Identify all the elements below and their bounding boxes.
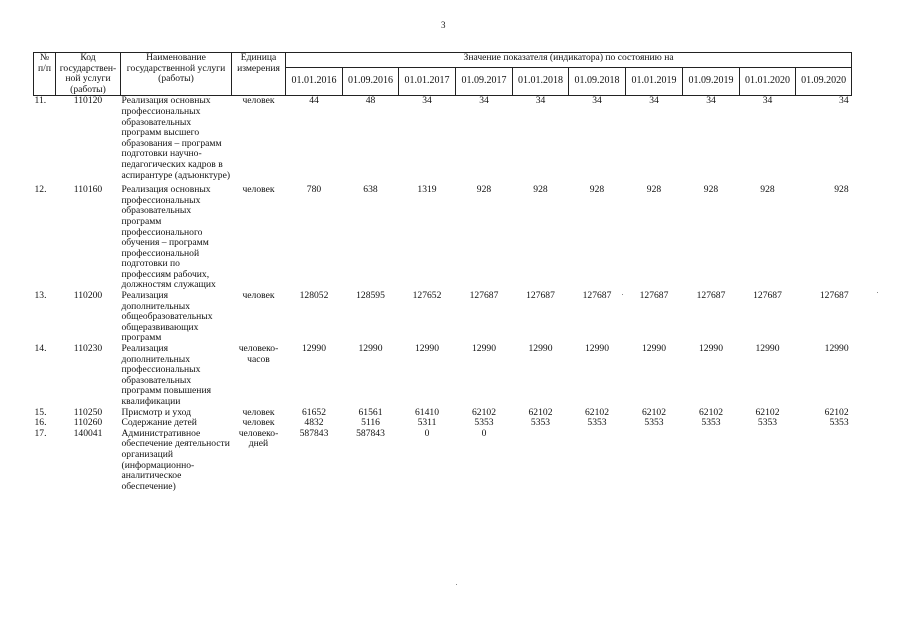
- scan-speck: [622, 294, 623, 295]
- value-cell: 1319: [417, 184, 437, 196]
- header-date: 01.09.2020: [796, 67, 852, 96]
- row-number: 15.: [34, 406, 47, 418]
- service-name: Административное обеспечение деятельности организаций (информационно-аналитическое обеспечение): [121, 427, 230, 492]
- value-cell: 34: [762, 95, 773, 107]
- value-cell: [569, 429, 626, 493]
- service-name: Содержание детей: [121, 417, 197, 429]
- value-cell: 127687: [639, 290, 669, 302]
- value-cell: [683, 429, 740, 493]
- value-cell: 62102: [755, 406, 780, 418]
- value-cell: [513, 429, 569, 493]
- value-cell: 12990: [755, 343, 780, 355]
- service-code: 140041: [73, 427, 103, 439]
- value-cell: 44: [309, 95, 319, 107]
- table-row: [34, 185, 852, 291]
- value-cell: 5353: [757, 417, 778, 429]
- header-date: 01.09.2017: [456, 67, 513, 96]
- value-cell: 48: [365, 95, 376, 107]
- service-name: Реализация дополнительных общеобразовательных общеразвивающих программ: [121, 290, 213, 344]
- value-cell: 127652: [412, 290, 442, 302]
- service-code: 110160: [73, 184, 103, 196]
- value-cell: 128595: [356, 290, 385, 302]
- unit-cell: человек: [242, 95, 275, 107]
- value-cell: 0: [424, 427, 430, 439]
- value-cell: 127687: [753, 290, 782, 302]
- value-cell: 928: [646, 184, 662, 196]
- value-cell: 62102: [585, 406, 609, 418]
- value-cell: 12990: [302, 343, 326, 355]
- value-cell: 12990: [824, 343, 849, 355]
- value-cell: 12990: [642, 343, 666, 355]
- value-cell: 928: [476, 184, 492, 196]
- value-cell: 5353: [587, 417, 607, 429]
- value-cell: 5353: [530, 417, 551, 429]
- service-code: 110260: [73, 417, 103, 429]
- value-cell: 12990: [358, 343, 383, 355]
- value-cell: 5311: [417, 417, 437, 429]
- row-number: 16.: [34, 417, 47, 429]
- value-cell: 587843: [356, 427, 385, 439]
- value-cell: 62102: [642, 406, 666, 418]
- unit-cell: человеко-часов: [238, 343, 279, 365]
- value-cell: 12990: [472, 343, 496, 355]
- page-number: 3: [441, 20, 446, 30]
- value-cell: 127687: [526, 290, 555, 302]
- value-cell: 4832: [304, 417, 324, 429]
- unit-cell: человек: [242, 406, 275, 418]
- value-cell: 128052: [299, 290, 329, 302]
- row-number: 14.: [34, 343, 47, 355]
- value-cell: 638: [363, 184, 378, 196]
- service-code: 110250: [73, 406, 103, 418]
- value-cell: 5116: [361, 417, 380, 429]
- value-cell: 5353: [644, 417, 664, 429]
- value-cell: 12990: [585, 343, 609, 355]
- service-code: 110230: [73, 343, 103, 355]
- value-cell: 587843: [299, 427, 329, 439]
- value-cell: 928: [834, 184, 849, 196]
- value-cell: 62102: [699, 406, 723, 418]
- header-date: 01.09.2018: [569, 67, 626, 96]
- header-code: Код государствен-ной услуги (работы): [56, 53, 121, 96]
- header-value-group: Значение показателя (индикатора) по состоянию на: [286, 53, 852, 68]
- value-cell: 12990: [415, 343, 439, 355]
- value-cell: 12990: [699, 343, 723, 355]
- header-num: № п/п: [34, 53, 56, 96]
- value-cell: 34: [706, 95, 716, 107]
- value-cell: 127687: [819, 290, 849, 302]
- value-cell: 62102: [824, 406, 849, 418]
- unit-cell: человеко-дней: [238, 427, 279, 450]
- service-name: Присмотр и уход: [121, 406, 192, 418]
- row-number: 12.: [34, 184, 47, 196]
- unit-cell: человек: [242, 290, 275, 302]
- value-cell: 34: [479, 95, 489, 107]
- service-name: Реализация дополнительных профессиональных образовательных программ повышения квалификации: [121, 343, 211, 407]
- indicator-table: [33, 52, 852, 492]
- service-name: Реализация основных профессиональных образовательных программ высшего образования – программ подготовки научно-педагогических кадров в аспирантуре (адъюнктуре): [121, 95, 231, 181]
- header-date: 01.01.2016: [286, 67, 343, 96]
- value-cell: 34: [422, 95, 432, 107]
- header-date: 01.01.2018: [513, 67, 569, 96]
- value-cell: [796, 429, 852, 493]
- header-date: 01.01.2020: [740, 67, 796, 96]
- value-cell: 0: [481, 427, 487, 439]
- header-date: 01.09.2016: [343, 67, 399, 96]
- row-number: 11.: [34, 95, 47, 107]
- value-cell: 34: [839, 95, 849, 107]
- row-number: 17.: [34, 427, 47, 439]
- header-date: 01.01.2019: [626, 67, 683, 96]
- value-cell: 127687: [696, 290, 726, 302]
- value-cell: 61652: [302, 406, 326, 418]
- value-cell: 928: [760, 184, 775, 196]
- service-name: Реализация основных профессиональных образовательных программ профессионального обучения – программ профессиональной подготовки по профессиям рабочих, должностям служащих: [121, 184, 216, 291]
- value-cell: 928: [589, 184, 605, 196]
- value-cell: 127687: [469, 290, 499, 302]
- value-cell: [626, 429, 683, 493]
- table-row: [34, 96, 852, 185]
- service-code: 110200: [73, 290, 103, 302]
- value-cell: 928: [533, 184, 548, 196]
- row-number: 13.: [34, 290, 47, 302]
- value-cell: 5353: [474, 417, 494, 429]
- value-cell: 61561: [358, 406, 383, 418]
- unit-cell: человек: [242, 417, 275, 429]
- header-date: 01.09.2019: [683, 67, 740, 96]
- value-cell: 34: [649, 95, 659, 107]
- table-row: [34, 429, 852, 493]
- header-date: 01.01.2017: [399, 67, 456, 96]
- header-unit: Единица измерения: [232, 53, 286, 96]
- service-code: 110120: [73, 95, 103, 107]
- unit-cell: человек: [242, 184, 275, 196]
- value-cell: 780: [306, 184, 322, 196]
- scan-speck: [877, 292, 878, 293]
- value-cell: 61410: [415, 406, 439, 418]
- scan-speck: [456, 584, 457, 585]
- value-cell: 34: [535, 95, 546, 107]
- value-cell: 5353: [701, 417, 721, 429]
- value-cell: 62102: [528, 406, 553, 418]
- value-cell: 12990: [528, 343, 553, 355]
- value-cell: [740, 429, 796, 493]
- value-cell: 62102: [472, 406, 496, 418]
- value-cell: 928: [703, 184, 719, 196]
- value-cell: 5353: [829, 417, 849, 429]
- table-row: [34, 344, 852, 408]
- header-name: Наименование государственной услуги (работы): [121, 53, 232, 96]
- value-cell: 127687: [582, 290, 612, 302]
- value-cell: 34: [592, 95, 602, 107]
- table-row: [34, 291, 852, 344]
